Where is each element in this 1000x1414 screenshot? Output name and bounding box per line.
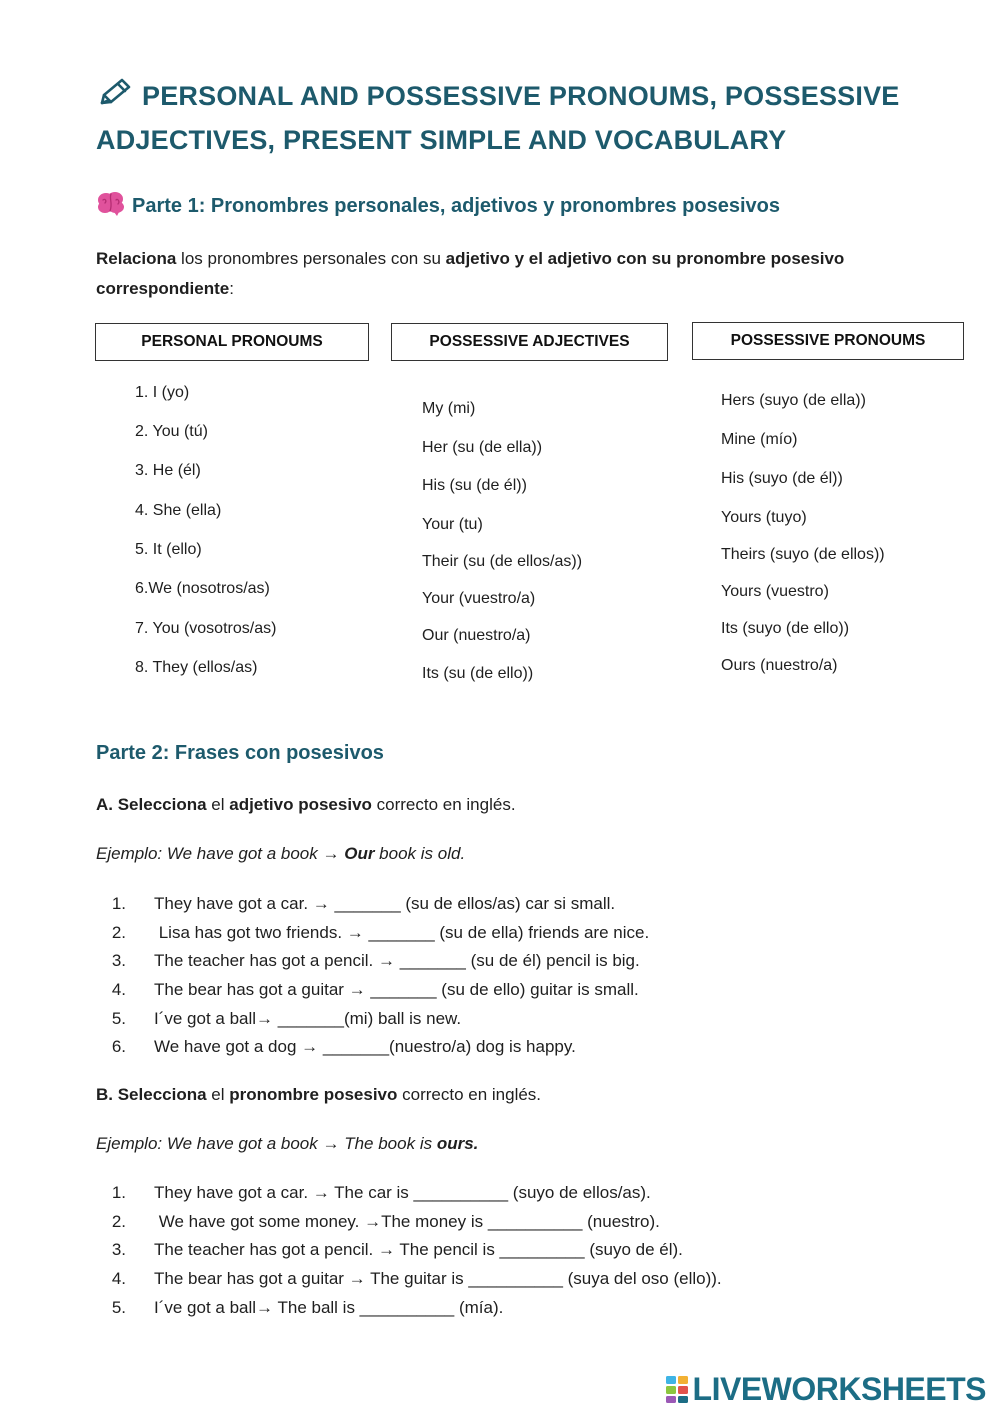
instruction-text-1: los pronombres personales con su [176,249,446,268]
personal-pronoun-item[interactable]: 2. You (tú) [135,423,208,440]
instruction-bold-2: adjetivo y el adjetivo con su pronombre posesivo correspondiente [96,249,845,298]
possessive-adjective-item[interactable]: Our (nuestro/a) [422,627,531,644]
possessive-pronoun-item[interactable]: His (suyo (de él)) [721,470,843,487]
possessive-adjective-item[interactable]: Your (tu) [422,516,483,533]
item-number: 4. [111,1269,126,1289]
example-a-text-end: book is old. [374,844,466,863]
part1-heading [96,191,780,218]
list-item [96,1033,649,1062]
item-number: 3. [111,951,126,971]
possessive-pronoun-item[interactable]: Yours (vuestro) [721,583,829,600]
possessive-pronoun-item[interactable]: Yours (tuyo) [721,509,807,526]
personal-pronoun-item[interactable]: 6.We (nosotros/as) [135,580,270,597]
item-number: 1. [111,894,126,913]
personal-pronoun-item[interactable]: 8. They (ellos/as) [135,659,258,676]
personal-pronoun-item[interactable]: 4. She (ella) [135,502,222,519]
exercise-sentence[interactable]: They have got a car. → _______ (su de ellos/as) car si small. [154,894,616,913]
exercise-sentence[interactable]: We have got some money. →The money is __________ (nuestro). [154,1211,660,1231]
list-item [96,1208,722,1237]
possessive-adjective-item[interactable]: Their (su (de ellos/as)) [422,553,583,570]
list-item [96,976,649,1005]
possessive-adjective-item[interactable]: Its (su (de ello)) [422,665,534,682]
item-number: 2. [111,1211,126,1231]
brain-icon [96,191,126,217]
list-item [96,1294,722,1323]
section-b-exercise-list [96,1179,722,1322]
exercise-sentence[interactable]: They have got a car. → The car is __________ (suyo de ellos/as). [154,1183,651,1202]
brand-name: LIVEWORKSHEETS [692,1370,986,1407]
exercise-sentence[interactable]: The teacher has got a pencil. → _______ (su de él) pencil is big. [154,951,640,971]
section-b-bold: pronombre posesivo [229,1085,398,1104]
part1-heading-text: Parte 1: Pronombres personales, adjetivos y pronombres posesivos [132,195,780,217]
personal-pronoun-item[interactable]: 3. He (él) [135,462,201,479]
list-item [96,919,649,948]
list-item [96,890,649,919]
list-item [96,1236,722,1265]
section-a-text-1: el [206,795,230,814]
example-a-answer: Our [344,844,375,863]
exercise-sentence[interactable]: Lisa has got two friends. → _______ (su de ella) friends are nice. [154,922,650,942]
personal-pronoun-item[interactable]: 5. It (ello) [135,541,202,558]
instruction-text-2: : [229,279,234,298]
possessive-pronoun-item[interactable]: Its (suyo (de ello)) [721,620,850,637]
exercise-sentence[interactable]: We have got a dog → _______(nuestro/a) dog is happy. [154,1037,576,1057]
possessive-adjectives-header: POSSESSIVE ADJECTIVES [391,323,668,361]
instruction-bold-1: Relaciona [96,249,177,268]
list-item [96,1005,649,1034]
section-a-label: A. Selecciona [96,795,207,814]
exercise-sentence[interactable]: The bear has got a guitar → _______ (su de ello) guitar is small. [154,980,639,1000]
section-b-text-1: el [206,1085,230,1104]
possessive-adjective-item[interactable]: Your (vuestro/a) [422,590,536,607]
possessive-pronoun-item[interactable]: Ours (nuestro/a) [721,657,838,674]
liveworksheets-logo-icon [665,1374,689,1404]
section-b-text-2: correcto en inglés. [397,1085,542,1104]
section-b-example [96,1134,478,1154]
exercise-sentence[interactable]: The teacher has got a pencil. → The pencil is _________ (suyo de él). [154,1240,683,1260]
section-b-instructions [96,1085,541,1105]
item-number: 3. [111,1240,126,1260]
possessive-pronoun-item[interactable]: Theirs (suyo (de ellos)) [721,546,885,563]
personal-pronoun-item[interactable]: 7. You (vosotros/as) [135,620,277,637]
section-a-exercise-list [96,890,649,1062]
possessive-adjective-item[interactable]: Her (su (de ella)) [422,439,543,456]
possessive-adjective-item[interactable]: His (su (de él)) [422,477,527,494]
possessive-pronoun-item[interactable]: Hers (suyo (de ella)) [721,392,866,409]
section-a-text-2: correcto en inglés. [371,795,516,814]
personal-pronoun-item[interactable]: 1. I (yo) [135,384,190,401]
item-number: 4. [111,980,126,1000]
item-number: 6. [111,1037,126,1057]
item-number: 1. [111,1183,126,1202]
possessive-pronouns-header: POSSESSIVE PRONOUMS [692,322,964,360]
section-a-instructions [96,795,516,815]
section-a-bold: adjetivo posesivo [229,795,372,814]
list-item [96,1179,722,1208]
list-item [96,1265,722,1294]
item-number: 2. [111,922,126,942]
possessive-adjective-item[interactable]: My (mi) [422,400,476,417]
exercise-sentence[interactable]: The bear has got a guitar → The guitar is __________ (suya del oso (ello)). [154,1269,722,1289]
pencil-icon [96,77,134,109]
title-text: PERSONAL AND POSSESSIVE PRONOUMS, POSSESSIVE ADJECTIVES, PRESENT SIMPLE AND VOCABULARY [96,81,900,155]
item-number: 5. [111,1297,126,1317]
example-b-answer: ours. [436,1134,479,1153]
example-b-text: Ejemplo: We have got a book → The book is [96,1134,437,1153]
possessive-pronoun-item[interactable]: Mine (mío) [721,431,798,448]
page-title [96,74,956,162]
part2-heading: Parte 2: Frases con posesivos [96,742,384,764]
section-b-label: B. Selecciona [96,1085,207,1104]
liveworksheets-brand[interactable] [665,1370,986,1408]
list-item [96,947,649,976]
exercise-sentence[interactable]: I´ve got a ball→ The ball is __________ (mía). [154,1297,504,1317]
exercise-sentence[interactable]: I´ve got a ball→ _______(mi) ball is new. [154,1008,462,1028]
section-a-example [96,844,465,864]
part1-instructions [96,244,956,304]
item-number: 5. [111,1008,126,1028]
example-a-text: Ejemplo: We have got a book → [96,844,345,863]
personal-pronouns-header: PERSONAL PRONOUMS [95,323,369,361]
